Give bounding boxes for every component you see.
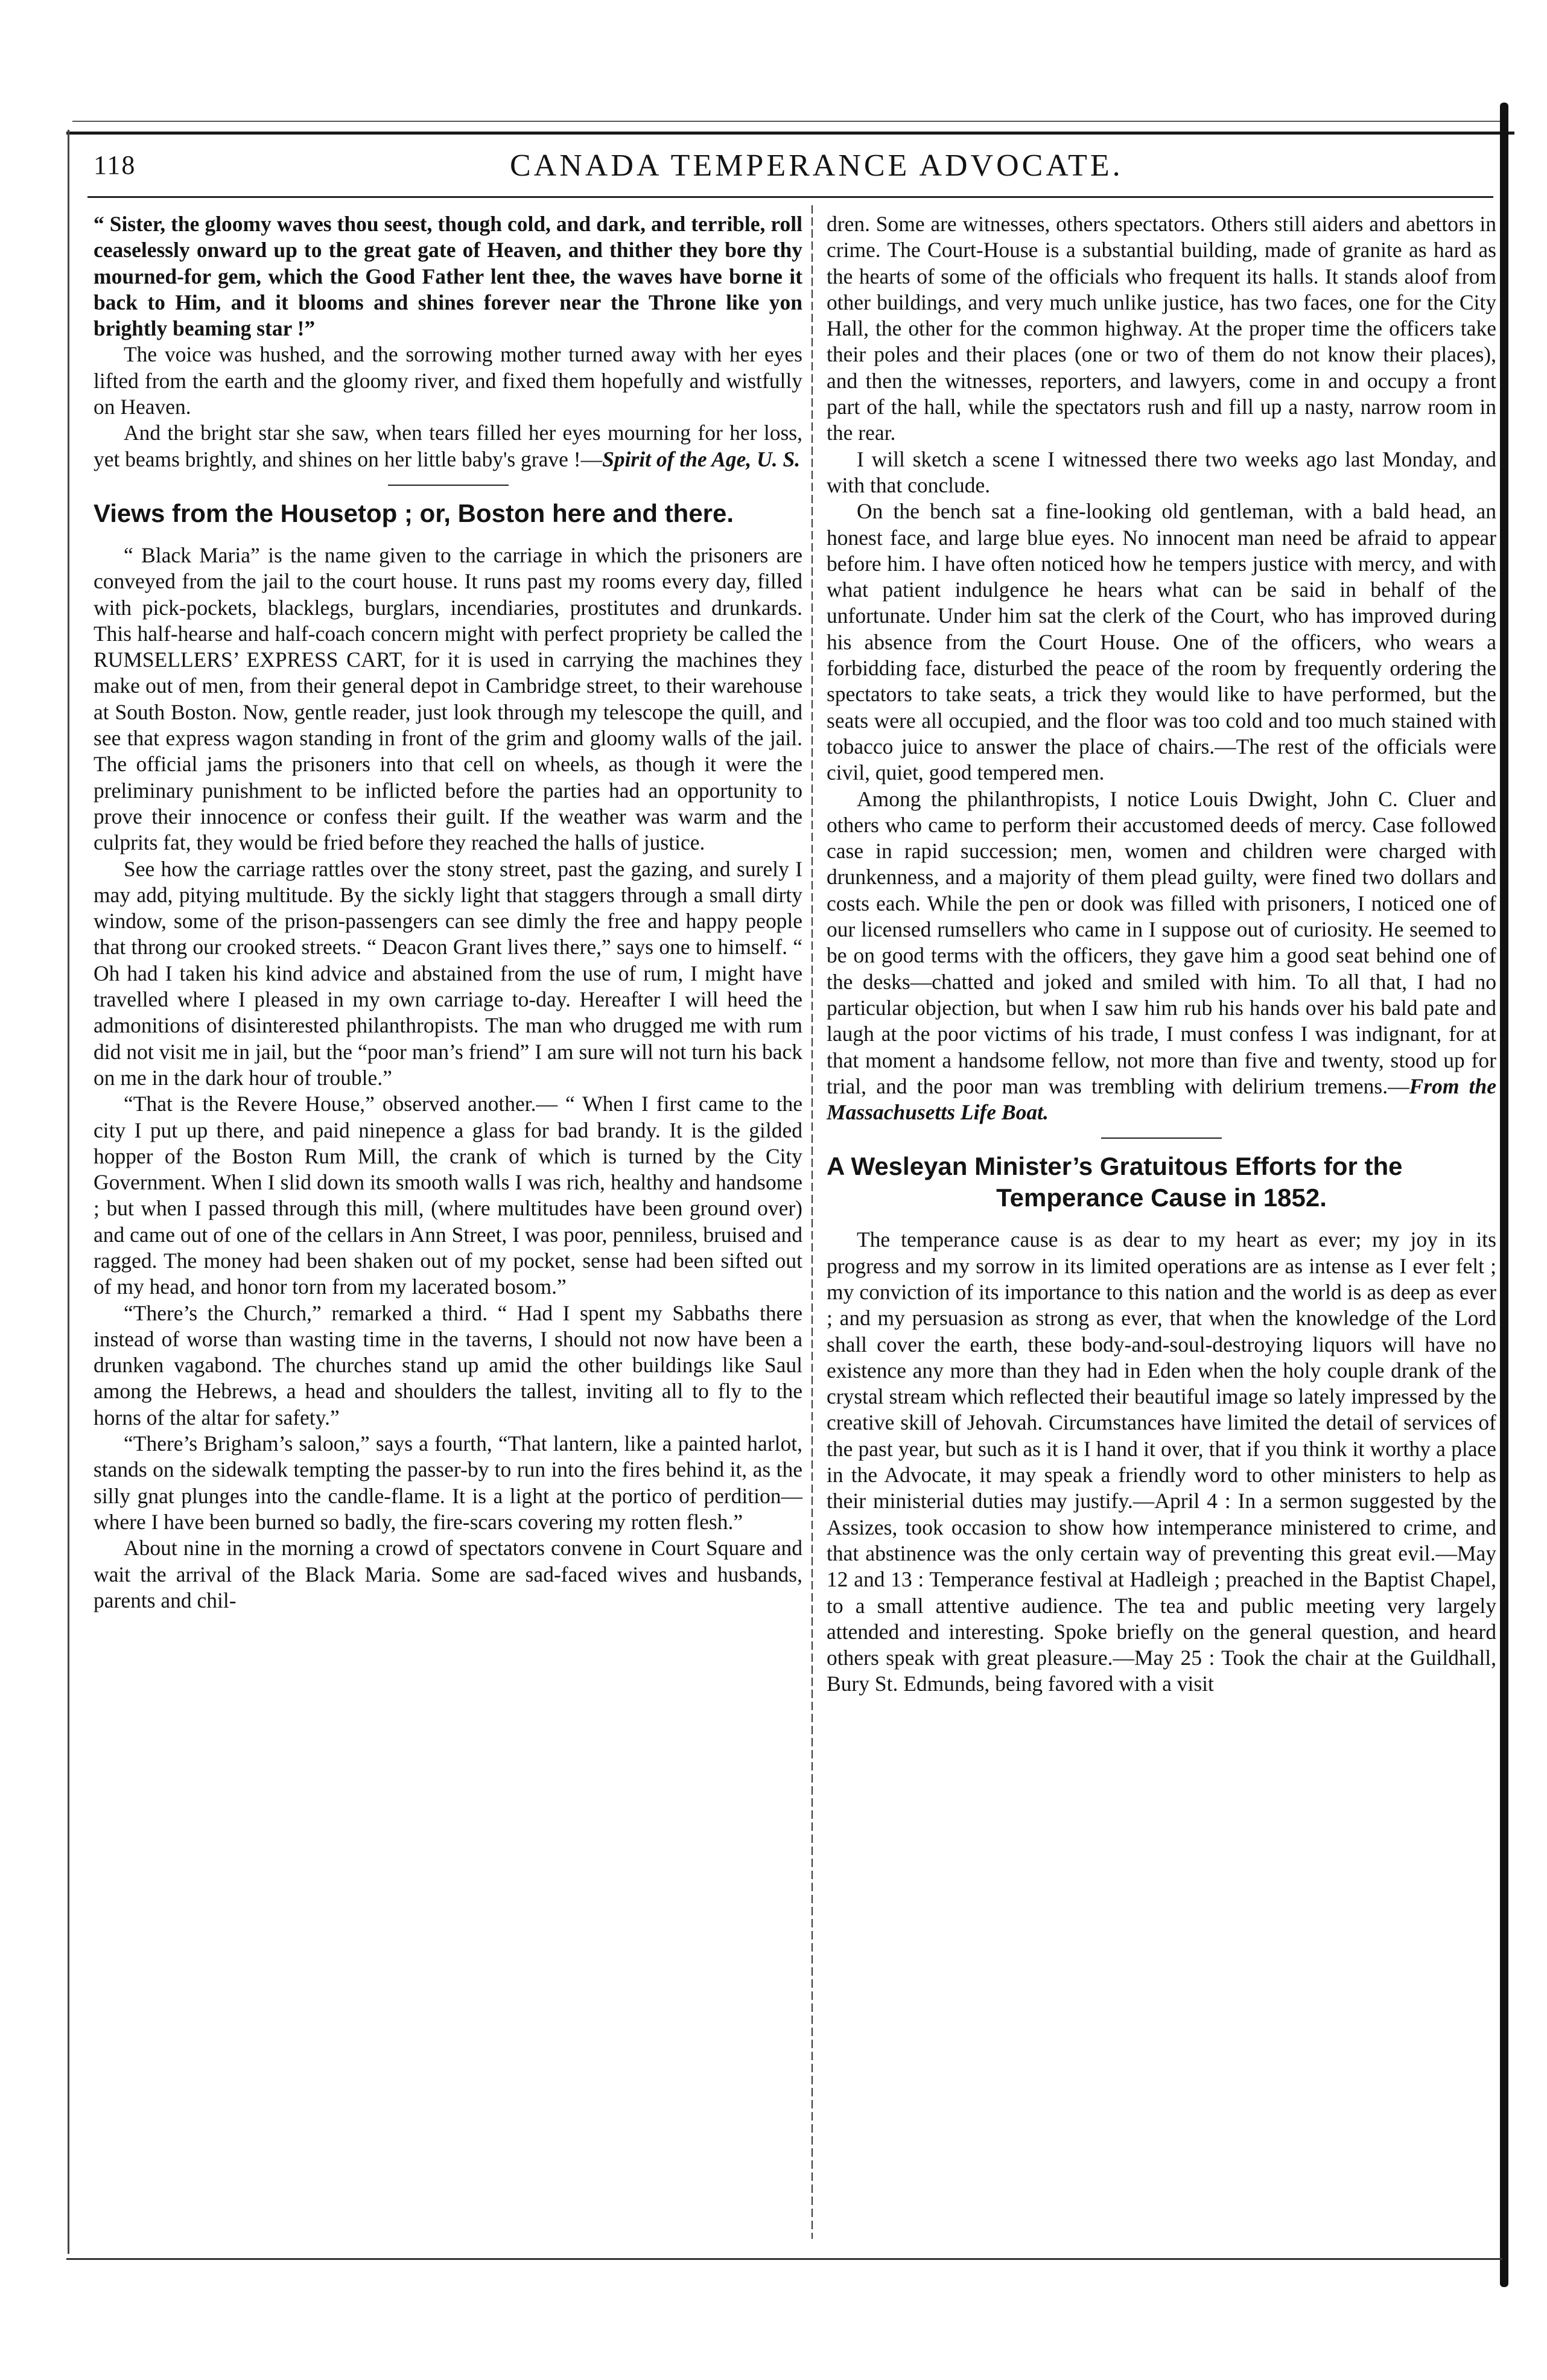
intro-paragraph: The voice was hushed, and the sorrowing mother turned away with her eyes lifted from the earth and the gloomy river, and fixed them hopefully and wistfully on Heaven. — [94, 342, 802, 419]
left-column — [94, 211, 802, 1614]
second-article-heading: A Wesleyan Minister’s Gratuitous Efforts for the — [827, 1152, 1403, 1181]
article-text: Among the philanthropists, I notice Louis Dwight, John C. Cluer and others who came to perform their accustomed deeds of mercy. Case followed case in rapid succession; men, women and children were charged with drunkenness, and a majority of them plead guilty, were fined two dollars and costs each. While the pen or dook was filled with prisoners, I noticed one of our licensed rumsellers who came in I suppose out of curiosity. He seemed to be on good terms with the officers, they gave him a good seat behind one of the desks—chatted and joked and smiled with him. To all that, I had no particular objection, but when I saw him rub his hands over his bald pate and laugh at the poor victims of his trade, I must confess I was indignant, for at that moment a handsome fellow, not more than five and twenty, stood up for trial, and the poor man was trembling with delirium tremens.— — [827, 786, 1496, 1098]
article-paragraph: I will sketch a scene I witnessed there two weeks ago last Monday, and with that conclude. — [827, 447, 1496, 497]
article-paragraph — [827, 786, 1496, 1126]
second-article-subheading: Temperance Cause in 1852. — [996, 1183, 1327, 1212]
article-paragraph: “ Black Maria” is the name given to the carriage in which the prisoners are conveyed from the jail to the court house. It runs past my rooms every day, filled with pick-pockets, blacklegs, burglars, incendiaries, prostitutes and drunkards. This half-hearse and half-coach concern might with perfect propriety be called the RUMSELLERS’ EXPRESS CART, for it is used in carrying the machines they make out of men, from their general depot in Cambridge street, to their warehouse at South Boston. Now, gentle reader, just look through my telescope the quill, and see that express wagon standing in front of the grim and gloomy walls of the jail. The official jams the prisoners into that cell on wheels, as though it were the preliminary punishment to be inflicted before the parties had an opportunity to prove their innocence or confess their guilt. If the weather was warm and the culprits fat, they would be fried before they reached the halls of justice. — [94, 542, 802, 855]
column-divider — [812, 205, 813, 2239]
article-paragraph: About nine in the morning a crowd of spectators convene in Court Square and wait the arrival of the Black Maria. Some are sad-faced wives and husbands, parents and chil- — [94, 1536, 802, 1612]
section-rule — [1101, 1138, 1222, 1139]
article-paragraph: See how the carriage rattles over the stony street, past the gazing, and surely I may add, pitying multitude. By the sickly light that staggers through a small dirty window, some of the prison-passengers can see dimly the free and happy people that throng our crooked streets. “ Deacon Grant lives there,” says one to himself. “ Oh had I taken his kind advice and abstained from the use of rum, I might have travelled where I pleased in my own carriage to-day. Hereafter I will heed the admonitions of disinterested philanthropists. The man who drugged me with rum did not visit me in jail, but the “poor man’s friend” I am sure will not turn his back on me in the dark hour of trouble.” — [94, 856, 802, 1090]
top-border — [66, 132, 1514, 135]
article-paragraph: “That is the Revere House,” observed another.— “ When I first came to the city I put up there, and paid ninepence a glass for bad brandy. It is the gilded hopper of the Boston Rum Mill, the crank of which is turned by the City Government. When I slid down its smooth walls I was rich, healthy and handsome ; but when I passed through this mill, (where multitudes have been ground over) and came out of one of the cellars in Ann Street, I was poor, penniless, bruised and ragged. The money had been shaken out of my pocket, sense had been sifted out of my head, and honor torn from my lacerated bosom.” — [94, 1092, 802, 1299]
page-number: 118 — [94, 150, 136, 180]
paper-title: CANADA TEMPERANCE ADVOCATE. — [510, 148, 1123, 183]
article-paragraph: “There’s Brigham’s saloon,” says a fourth, “That lantern, like a painted harlot, stands on the sidewalk tempting the passer-by to run into the fires behind it, as the silly gnat plunges into the candle-flame. It is a light at the portico of perdition—where I have been burned so badly, the fire-scars covering my rotten flesh.” — [94, 1431, 802, 1534]
intro-paragraph — [94, 420, 802, 472]
intro-signature: Spirit of the Age, U. S. — [602, 447, 801, 471]
spacer — [94, 529, 802, 542]
spacer — [827, 1214, 1496, 1227]
bottom-border — [66, 2258, 1502, 2260]
closing-signature: From the Massachusetts Life Boat. — [827, 1074, 1496, 1125]
section-rule — [388, 485, 509, 486]
intro-text: And the bright star she saw, when tears filled her eyes mourning for her loss, yet beams brightly, and shines on her little baby's grave !— — [94, 421, 802, 471]
page-header — [87, 145, 1493, 199]
left-border — [68, 130, 69, 2254]
intro-paragraph: “ Sister, the gloomy waves thou seest, though cold, and dark, and terrible, roll ceaselessly onward up to the great gate of Heaven, and thither they bore thy mourned-for gem, which the Good Father lent thee, the waves have borne it back to Him, and it blooms and shines forever near the Throne like yon brightly beaming star !” — [94, 212, 802, 341]
second-article-paragraph: The temperance cause is as dear to my heart as ever; my joy in its progress and my sorrow in its limited operations are as intense as I ever felt ; my conviction of its importance to this nation and the world is as deep as ever ; and my persuasion as strong as ever, that when the knowledge of the Lord shall cover the earth, these body-and-soul-destroying liquors will have no existence any more than they had in Eden when the holy couple drank of the crystal stream which reflected their beautiful image so lately impressed by the creative skill of Jehovah. Circumstances have limited the detail of services of the past year, but such as it is I hand it over, that if you think it worthy a place in the Advocate, it may speak a friendly word to other ministers to help as their ministerial duties may justify.—April 4 : In a sermon suggested by the Assizes, took occasion to show how intemperance ministered to crime, and that abstinence was the only certain way of preventing this great evil.—May 12 and 13 : Temperance festival at Hadleigh ; preached in the Baptist Chapel, to a small attentive audience. The tea and public meeting very largely attended and interesting. Spoke briefly on the general question, and heard others speak with great pleasure.—May 25 : Took the chair at the Guildhall, Bury St. Edmunds, being favored with a visit — [827, 1227, 1496, 1696]
article-paragraph: “There’s the Church,” remarked a third. “ Had I spent my Sabbaths there instead of worse than wasting time in the taverns, I should not now have been a drunken vagabond. The churches stand up amid the other buildings like Saul among the Hebrews, a head and shoulders the tallest, inviting all to fly to the horns of the altar for safety.” — [94, 1300, 802, 1430]
article-paragraph: On the bench sat a fine-looking old gentleman, with a bald head, an honest face, and large blue eyes. No innocent man need be afraid to appear before him. I have often noticed how he tempers justice with mercy, and with what patient indulgence he hears what can be said in behalf of the unfortunate. Under him sat the clerk of the Court, who has improved during his absence from the Court House. One of the officers, who wears a forbidding face, disturbed the peace of the room by frequently ordering the spectators to take seats, a trick they would like to have performed, but the seats were all occupied, and the floor was too cold and too much stained with tobacco juice to answer the place of chairs.—The rest of the officials were civil, quiet, good tempered men. — [827, 499, 1496, 785]
header-rule — [87, 196, 1493, 198]
right-binding-edge — [1500, 103, 1508, 2287]
right-column — [827, 211, 1496, 1698]
article-paragraph: dren. Some are witnesses, others spectators. Others still aiders and abettors in crime. The Court-House is a substantial building, made of granite as hard as the hearts of some of the officials who frequent its halls. It stands aloof from other buildings, and very much unlike justice, has two faces, one for the City Hall, the other for the common highway. At the proper time the officers take their poles and their places (one or two of them do not know their places), and then the witnesses, reporters, and lawyers, come in and occupy a front part of the hall, while the spectators rush and fill up a nasty, narrow room in the rear. — [827, 212, 1496, 445]
top-border-thin — [72, 121, 1502, 122]
article-heading: Views from the Housetop ; or, Boston here and there. — [94, 498, 734, 527]
